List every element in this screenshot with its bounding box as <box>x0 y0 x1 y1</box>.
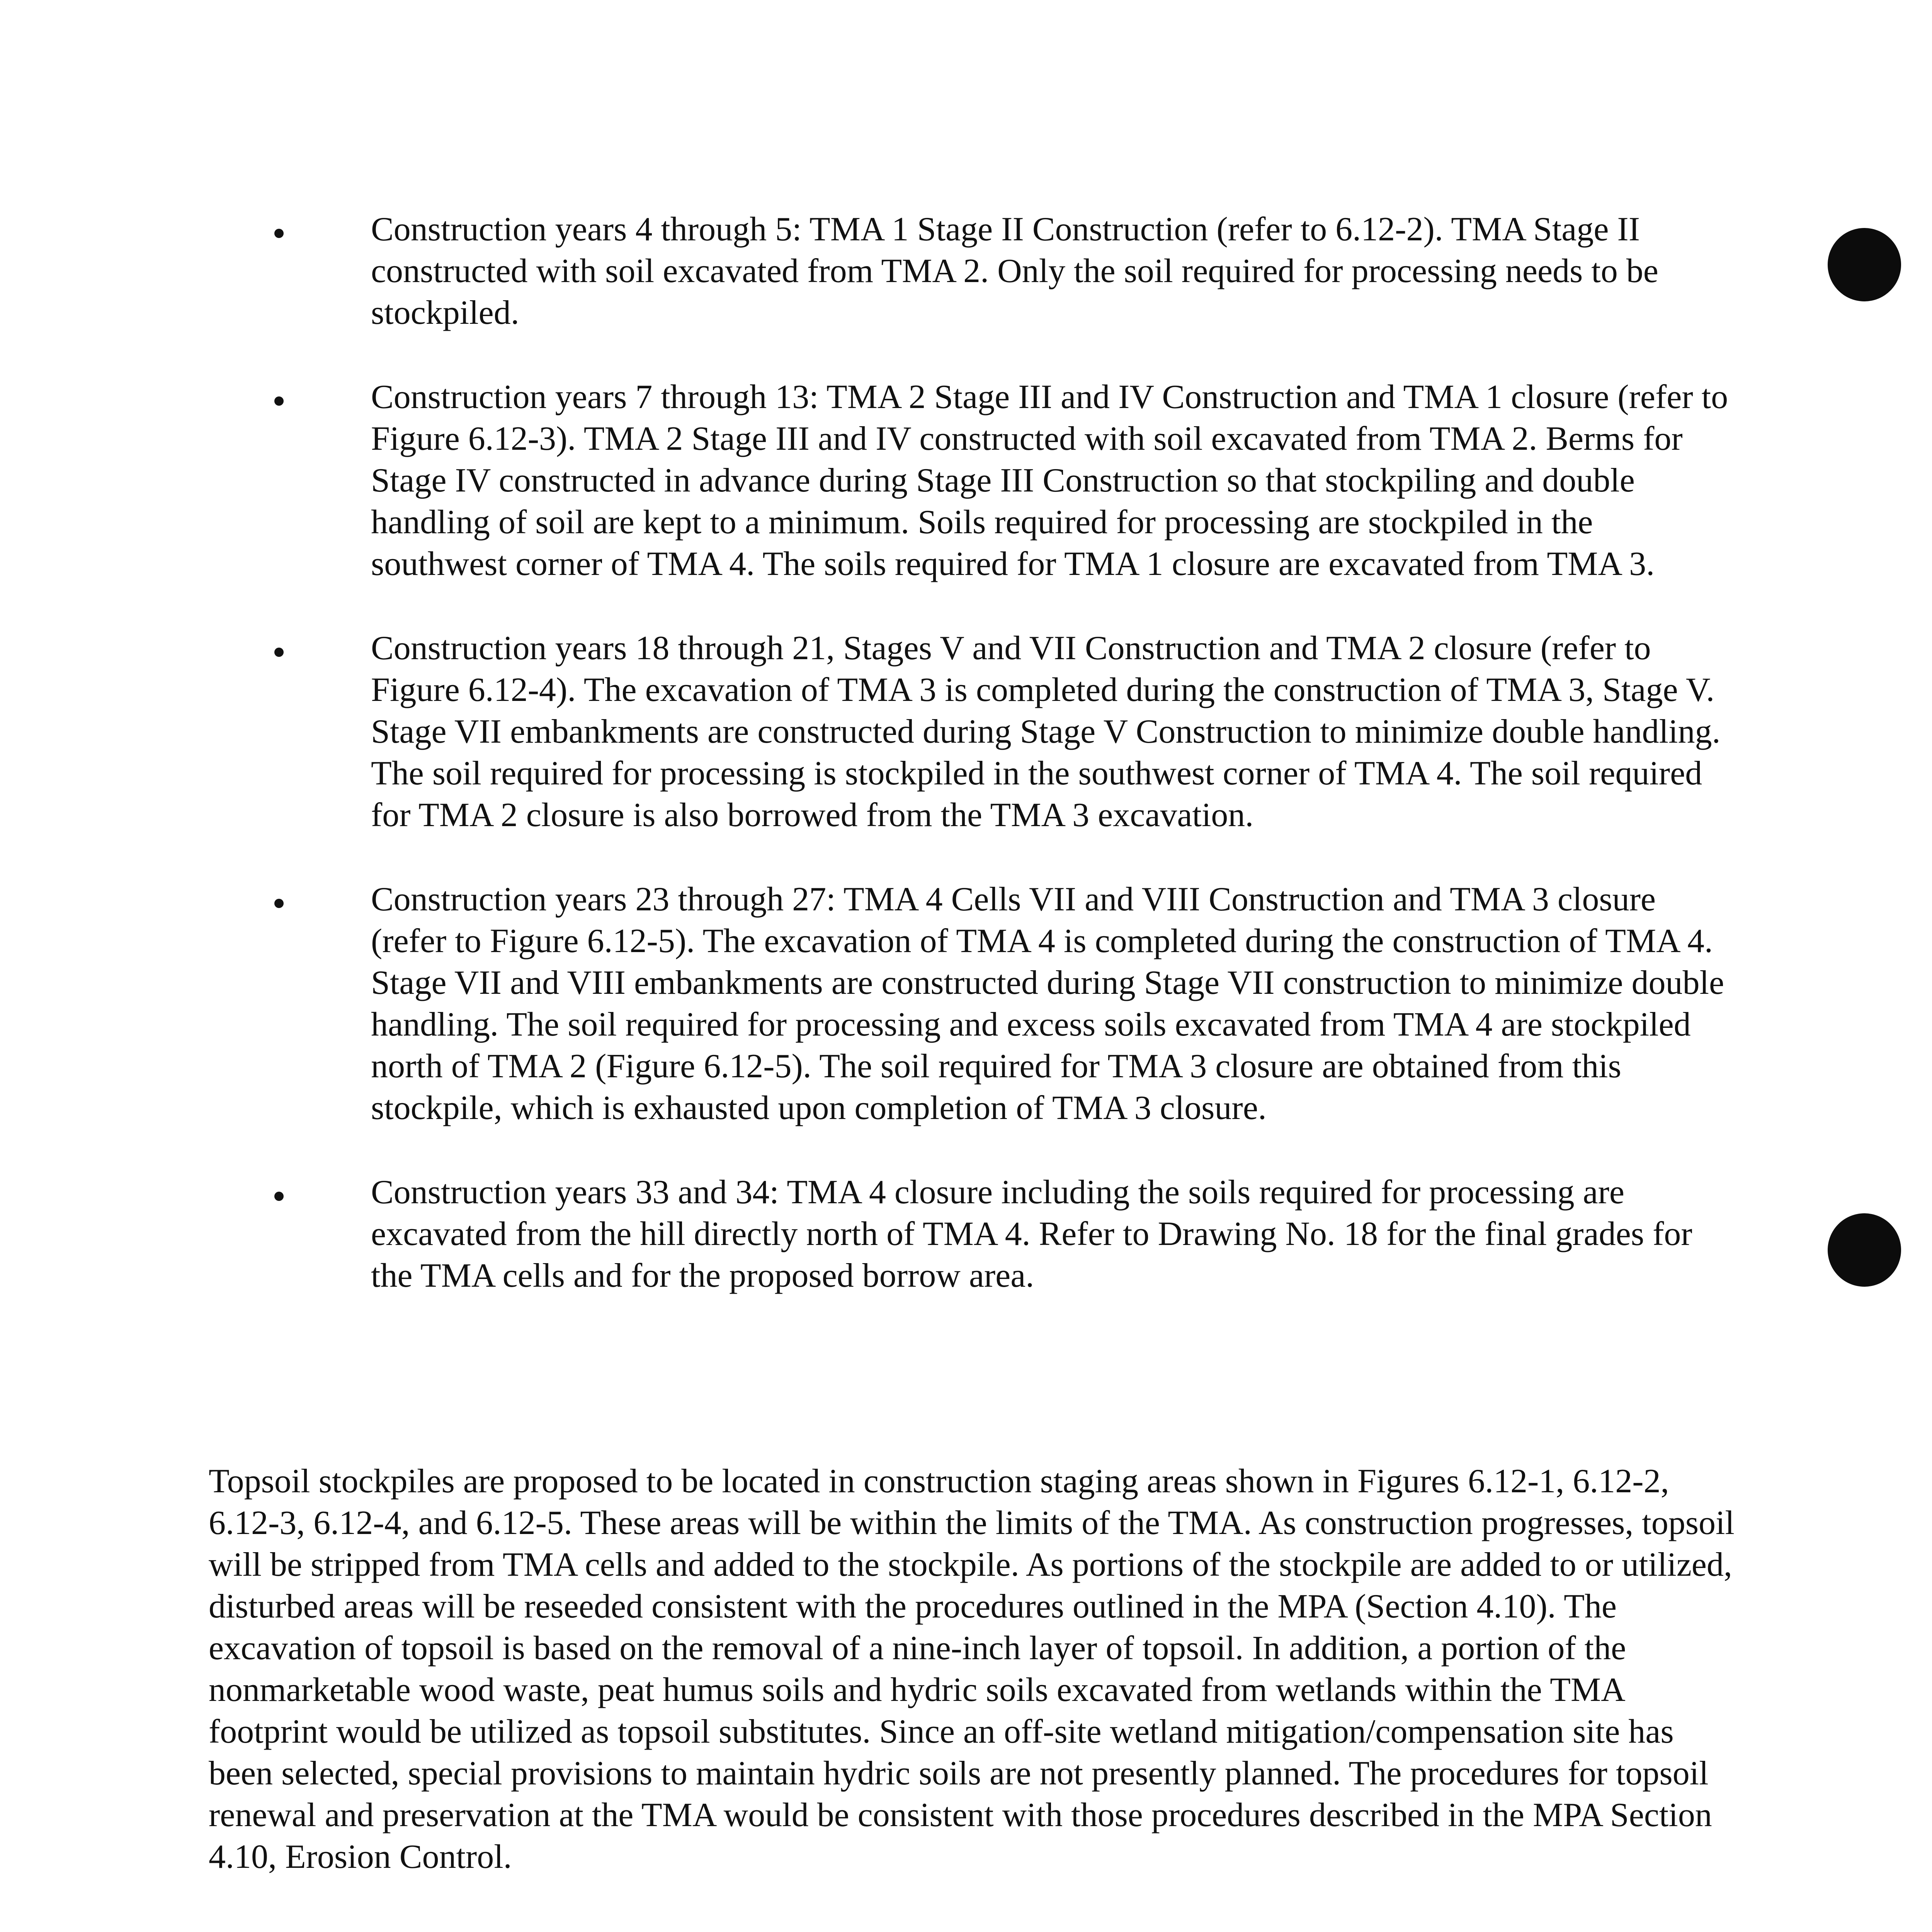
construction-bullet-list <box>209 209 1731 1339</box>
bullet-icon <box>274 899 284 908</box>
bullet-icon <box>274 396 284 406</box>
list-item <box>209 376 1731 585</box>
bullet-icon <box>274 229 284 238</box>
list-item-text: Construction years 18 through 21, Stages V and VII Construction and TMA 2 closure (refer to Figure 6.12-4). The excavation of TMA 3 is completed during the construction of TMA 3, Stage V. Stage VII embankments are constructed during Stage V Construction to minimize double handling. The soil required for processing is stockpiled in the southwest corner of TMA 4. The soil required for TMA 2 closure is also borrowed from the TMA 3 excavation. <box>371 629 1721 834</box>
list-item-text: Construction years 4 through 5: TMA 1 Stage II Construction (refer to 6.12-2). TMA Stage II constructed with soil excavated from TMA 2. Only the soil required for processing needs to be stockpiled. <box>371 211 1658 332</box>
list-item-text: Construction years 7 through 13: TMA 2 Stage III and IV Construction and TMA 1 closure (refer to Figure 6.12-3). TMA 2 Stage III and IV constructed with soil excavated from TMA 2. Berms for Stage IV constructed in advance during Stage III Construction so that stockpiling and double handling of soil are kept to a minimum. Soils required for processing are stockpiled in the southwest corner of TMA 4. The soils required for TMA 1 closure are excavated from TMA 3. <box>371 378 1728 583</box>
bullet-icon <box>274 1192 284 1201</box>
list-item <box>209 628 1731 836</box>
punch-hole <box>1828 1213 1901 1287</box>
topsoil-paragraph: Topsoil stockpiles are proposed to be located in construction staging areas shown in Figures 6.12-1, 6.12-2, 6.12-3, 6.12-4, and 6.12-5. These areas will be within the limits of the TMA. As construction progresses, topsoil will be stripped from TMA cells and added to the stockpile. As portions of the stockpile are added to or utilized, disturbed areas will be reseeded consistent with the procedures outlined in the MPA (Section 4.10). The excavation of topsoil is based on the removal of a nine-inch layer of topsoil. In addition, a portion of the nonmarketable wood waste, peat humus soils and hydric soils excavated from wetlands within the TMA footprint would be utilized as topsoil substitutes. Since an off-site wetland mitigation/compensation site has been selected, special provisions to maintain hydric soils are not presently planned. The procedures for topsoil renewal and preservation at the TMA would be consistent with those procedures described in the MPA Section 4.10, Erosion Control. <box>209 1463 1735 1876</box>
list-item <box>209 209 1731 334</box>
list-item <box>209 879 1731 1129</box>
punch-hole <box>1828 228 1901 301</box>
list-item-text: Construction years 33 and 34: TMA 4 closure including the soils required for processing are excavated from the hill directly north of TMA 4. Refer to Drawing No. 18 for the final grades for the TMA cells and for the proposed borrow area. <box>371 1173 1692 1294</box>
bullet-icon <box>274 648 284 657</box>
list-item-text: Construction years 23 through 27: TMA 4 Cells VII and VIII Construction and TMA 3 closure (refer to Figure 6.12-5). The excavation of TMA 4 is completed during the construction of TMA 4. Stage VII and VIII embankments are constructed during Stage VII construction to minimize double handling. The soil required for processing and excess soils excavated from TMA 4 are stockpiled north of TMA 2 (Figure 6.12-5). The soil required for TMA 3 closure are obtained from this stockpile, which is exhausted upon completion of TMA 3 closure. <box>371 881 1724 1127</box>
list-item <box>209 1172 1731 1297</box>
